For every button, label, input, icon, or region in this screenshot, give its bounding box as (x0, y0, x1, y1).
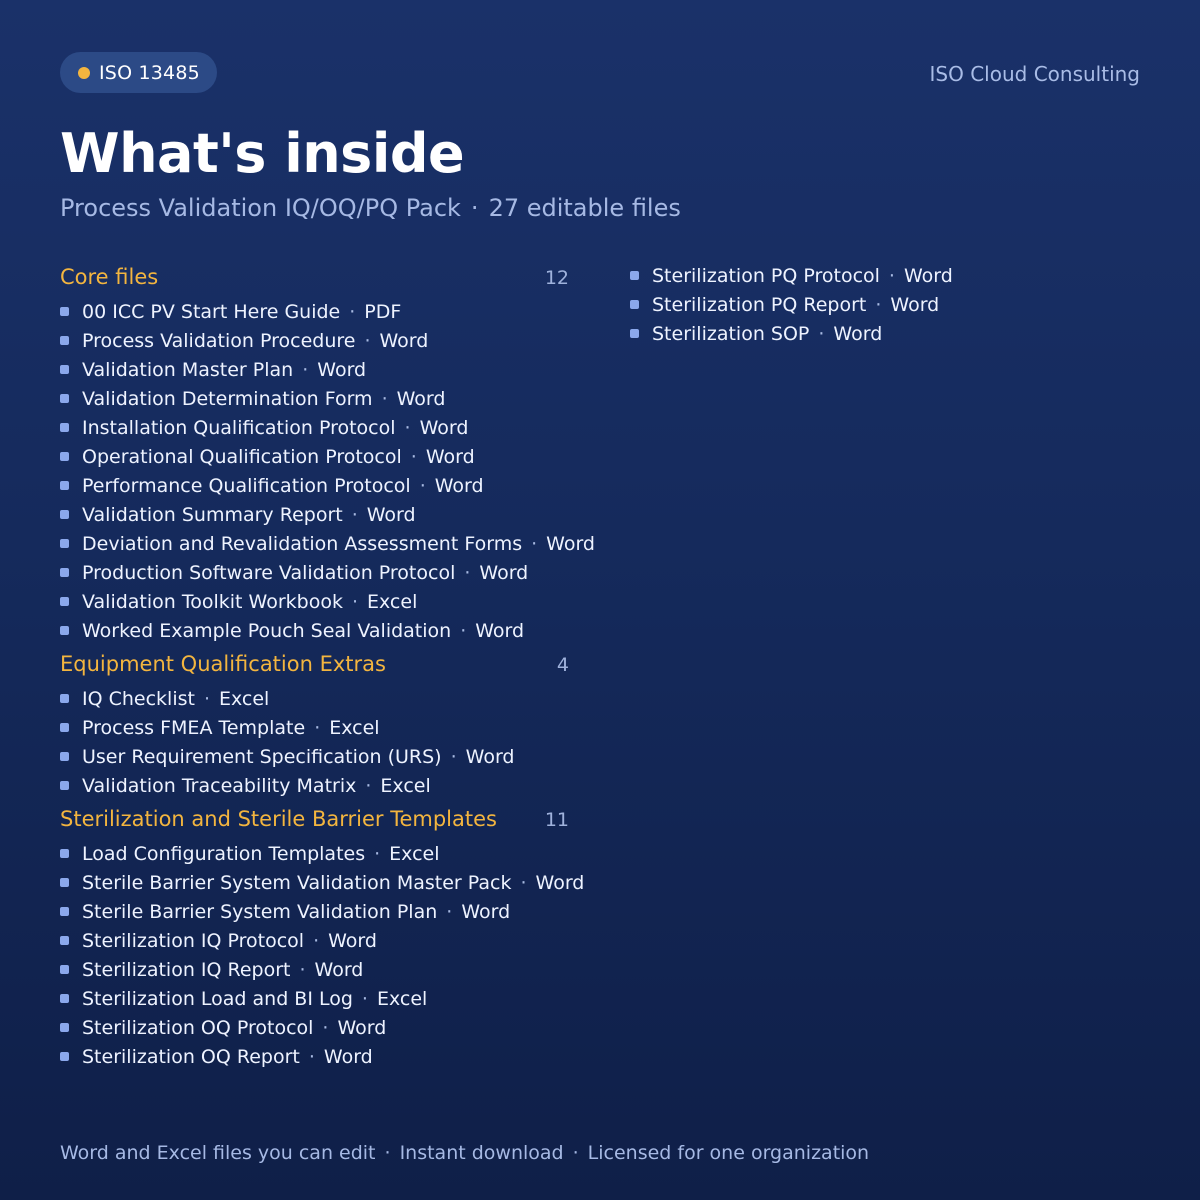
bullet-square-icon (60, 394, 69, 403)
bullet-square-icon (60, 539, 69, 548)
file-list-item (60, 984, 570, 1013)
file-name: Sterilization IQ Protocol (82, 929, 305, 952)
file-name: Sterile Barrier System Validation Master Pack (82, 871, 512, 894)
file-name: Worked Example Pouch Seal Validation (82, 619, 452, 642)
file-name: User Requirement Specification (URS) (82, 745, 442, 768)
file-list-item (60, 713, 570, 742)
file-type: Word (317, 358, 367, 381)
bullet-square-icon (60, 752, 69, 761)
file-name: Validation Summary Report (82, 503, 343, 526)
file-type: Word (337, 1016, 387, 1039)
bullet-square-icon (630, 300, 639, 309)
file-list-item (60, 868, 585, 897)
file-entry (82, 620, 524, 642)
file-type: Word (890, 293, 940, 316)
bullet-square-icon (60, 965, 69, 974)
file-list-continued (630, 261, 1140, 348)
bullet-square-icon (630, 329, 639, 338)
file-list-item (60, 742, 570, 771)
file-type: Word (475, 619, 525, 642)
file-type-separator: · (349, 300, 356, 323)
file-list-item (60, 500, 570, 529)
section-header (60, 806, 570, 839)
file-type-separator: · (351, 503, 358, 526)
file-entry (82, 562, 528, 584)
file-type: Word (535, 871, 585, 894)
file-name: Validation Toolkit Workbook (82, 590, 343, 613)
section-count: 12 (544, 267, 569, 289)
file-list-item (60, 616, 570, 645)
file-entry (82, 446, 475, 468)
file-entry (82, 688, 269, 710)
file-type: Word (366, 503, 416, 526)
subtitle-separator: · (470, 194, 479, 222)
section-count: 4 (556, 654, 569, 676)
file-type-separator: · (410, 445, 417, 468)
file-type: Word (425, 445, 475, 468)
file-entry (82, 959, 363, 981)
bullet-square-icon (60, 568, 69, 577)
file-type-separator: · (446, 900, 453, 923)
file-list-item (60, 955, 570, 984)
file-list (60, 297, 595, 645)
file-type-separator: · (313, 929, 320, 952)
file-list-item (60, 297, 570, 326)
file-name: Validation Traceability Matrix (82, 774, 357, 797)
file-type-separator: · (374, 842, 381, 865)
file-list-item (60, 839, 570, 868)
file-type: Word (546, 532, 595, 555)
footer-separator: · (572, 1142, 579, 1164)
file-list-column-right (630, 261, 1140, 348)
file-entry (82, 871, 585, 894)
file-count-text: 27 editable files (488, 194, 681, 222)
product-name: Process Validation IQ/OQ/PQ Pack (60, 194, 461, 222)
file-name: Sterilization SOP (652, 322, 810, 345)
file-entry (82, 843, 440, 865)
brand-name: ISO Cloud Consulting (929, 62, 1140, 86)
section-equipment-qualification-extras (60, 651, 570, 800)
bullet-square-icon (60, 597, 69, 606)
file-type: Excel (376, 987, 428, 1010)
file-entry (82, 388, 445, 410)
bullet-square-icon (60, 907, 69, 916)
file-list-item (630, 290, 1140, 319)
file-type: Word (396, 387, 446, 410)
file-name: Validation Determination Form (82, 387, 373, 410)
section-title: Core files (60, 265, 159, 289)
file-list (60, 839, 585, 1071)
file-type: Word (461, 900, 511, 923)
file-entry (82, 591, 417, 613)
section-title: Sterilization and Sterile Barrier Templates (60, 807, 497, 831)
standard-badge (60, 52, 217, 93)
file-list (60, 684, 570, 800)
bullet-square-icon (60, 423, 69, 432)
file-name: Operational Qualification Protocol (82, 445, 402, 468)
file-list-item (60, 771, 570, 800)
file-name: Performance Qualification Protocol (82, 474, 411, 497)
file-type-separator: · (381, 387, 388, 410)
file-type-separator: · (450, 745, 457, 768)
file-entry (82, 1046, 373, 1068)
bullet-square-icon (60, 878, 69, 887)
bullet-square-icon (60, 1023, 69, 1032)
file-name: Sterilization IQ Report (82, 958, 291, 981)
section-sterilization-templates (60, 806, 585, 1071)
file-name: Validation Master Plan (82, 358, 294, 381)
bullet-square-icon (60, 626, 69, 635)
file-name: IQ Checklist (82, 687, 195, 710)
file-list-item (60, 471, 570, 500)
file-list-item (60, 442, 570, 471)
file-list-item (630, 261, 1140, 290)
section-core-files (60, 264, 595, 645)
file-type: Word (323, 1045, 373, 1068)
file-type-separator: · (818, 322, 825, 345)
file-entry (82, 504, 416, 526)
file-name: Process FMEA Template (82, 716, 306, 739)
file-entry (82, 475, 484, 497)
file-entry (82, 930, 377, 952)
file-type-separator: · (308, 1045, 315, 1068)
file-entry (82, 417, 468, 439)
bullet-square-icon (60, 510, 69, 519)
file-list-item (60, 558, 570, 587)
page-subtitle (60, 194, 681, 222)
file-type-separator: · (460, 619, 467, 642)
file-entry (82, 301, 401, 323)
bullet-square-icon (60, 336, 69, 345)
footer-features (60, 1142, 869, 1164)
file-list-item (60, 384, 570, 413)
bullet-square-icon (60, 849, 69, 858)
file-entry (652, 265, 953, 287)
file-name: Sterilization PQ Protocol (652, 264, 880, 287)
file-list-item (60, 413, 570, 442)
file-type-separator: · (322, 1016, 329, 1039)
file-type-separator: · (203, 687, 210, 710)
file-type: Word (903, 264, 953, 287)
file-type-separator: · (361, 987, 368, 1010)
badge-label: ISO 13485 (99, 61, 200, 84)
file-entry (82, 330, 428, 352)
file-list-item (60, 684, 570, 713)
file-type-separator: · (875, 293, 882, 316)
file-entry (82, 988, 427, 1010)
file-list-item (60, 355, 570, 384)
file-type-separator: · (520, 871, 527, 894)
file-name: Sterilization OQ Protocol (82, 1016, 314, 1039)
file-entry (652, 294, 939, 316)
status-dot-icon (78, 67, 90, 79)
bullet-square-icon (60, 365, 69, 374)
bullet-square-icon (60, 723, 69, 732)
file-type-separator: · (365, 774, 372, 797)
footer-separator: · (384, 1142, 391, 1164)
file-name: Sterilization Load and BI Log (82, 987, 353, 1010)
file-type: Excel (389, 842, 440, 865)
bullet-square-icon (60, 781, 69, 790)
file-type-separator: · (299, 958, 306, 981)
file-name: Deviation and Revalidation Assessment Forms (82, 532, 523, 555)
file-entry (82, 746, 515, 768)
file-list-item (630, 319, 1140, 348)
file-type: Excel (329, 716, 380, 739)
file-list-item (60, 326, 570, 355)
file-type: Excel (367, 590, 418, 613)
file-name: Installation Qualification Protocol (82, 416, 396, 439)
file-type-separator: · (531, 532, 538, 555)
file-entry (82, 717, 380, 739)
file-name: Sterilization OQ Report (82, 1045, 300, 1068)
file-list-item (60, 529, 595, 558)
file-list-column-left (60, 264, 595, 1071)
footer-feature-editable: Word and Excel files you can edit (60, 1142, 376, 1164)
file-type: Word (314, 958, 364, 981)
bullet-square-icon (60, 1052, 69, 1061)
file-type: Word (379, 329, 429, 352)
file-type-separator: · (464, 561, 471, 584)
file-type-separator: · (302, 358, 309, 381)
file-name: Sterile Barrier System Validation Plan (82, 900, 438, 923)
file-list-item (60, 897, 570, 926)
file-list-item (60, 587, 570, 616)
file-entry (82, 901, 510, 923)
file-type: Word (434, 474, 484, 497)
section-count: 11 (544, 809, 569, 831)
file-type: Excel (380, 774, 431, 797)
file-type: Word (479, 561, 529, 584)
file-list-item (60, 1013, 570, 1042)
bullet-square-icon (60, 936, 69, 945)
file-type: PDF (364, 300, 402, 323)
file-name: Process Validation Procedure (82, 329, 356, 352)
file-type: Word (419, 416, 469, 439)
file-entry (82, 359, 366, 381)
page-title: What's inside (60, 122, 465, 185)
bullet-square-icon (60, 694, 69, 703)
file-type-separator: · (351, 590, 359, 613)
bullet-square-icon (60, 452, 69, 461)
file-entry (652, 323, 882, 345)
file-type-separator: · (419, 474, 426, 497)
bullet-square-icon (60, 481, 69, 490)
bullet-square-icon (60, 307, 69, 316)
file-type: Excel (219, 687, 270, 710)
file-type-separator: · (888, 264, 895, 287)
file-name: Load Configuration Templates (82, 842, 366, 865)
section-title: Equipment Qualification Extras (60, 652, 386, 676)
file-name: Sterilization PQ Report (652, 293, 867, 316)
file-type: Word (328, 929, 377, 952)
file-name: Production Software Validation Protocol (82, 561, 456, 584)
file-type: Word (465, 745, 515, 768)
file-entry (82, 532, 595, 555)
file-name: 00 ICC PV Start Here Guide (82, 300, 341, 323)
bullet-square-icon (60, 994, 69, 1003)
file-entry (82, 775, 431, 797)
file-entry (82, 1017, 386, 1039)
file-list-item (60, 1042, 570, 1071)
footer-feature-license: Licensed for one organization (587, 1142, 870, 1164)
file-type: Word (833, 322, 883, 345)
section-header (60, 264, 570, 297)
footer-feature-download: Instant download (399, 1142, 564, 1164)
section-header (60, 651, 570, 684)
bullet-square-icon (630, 271, 639, 280)
file-type-separator: · (364, 329, 371, 352)
file-type-separator: · (404, 416, 411, 439)
file-type-separator: · (314, 716, 321, 739)
file-list-item (60, 926, 570, 955)
